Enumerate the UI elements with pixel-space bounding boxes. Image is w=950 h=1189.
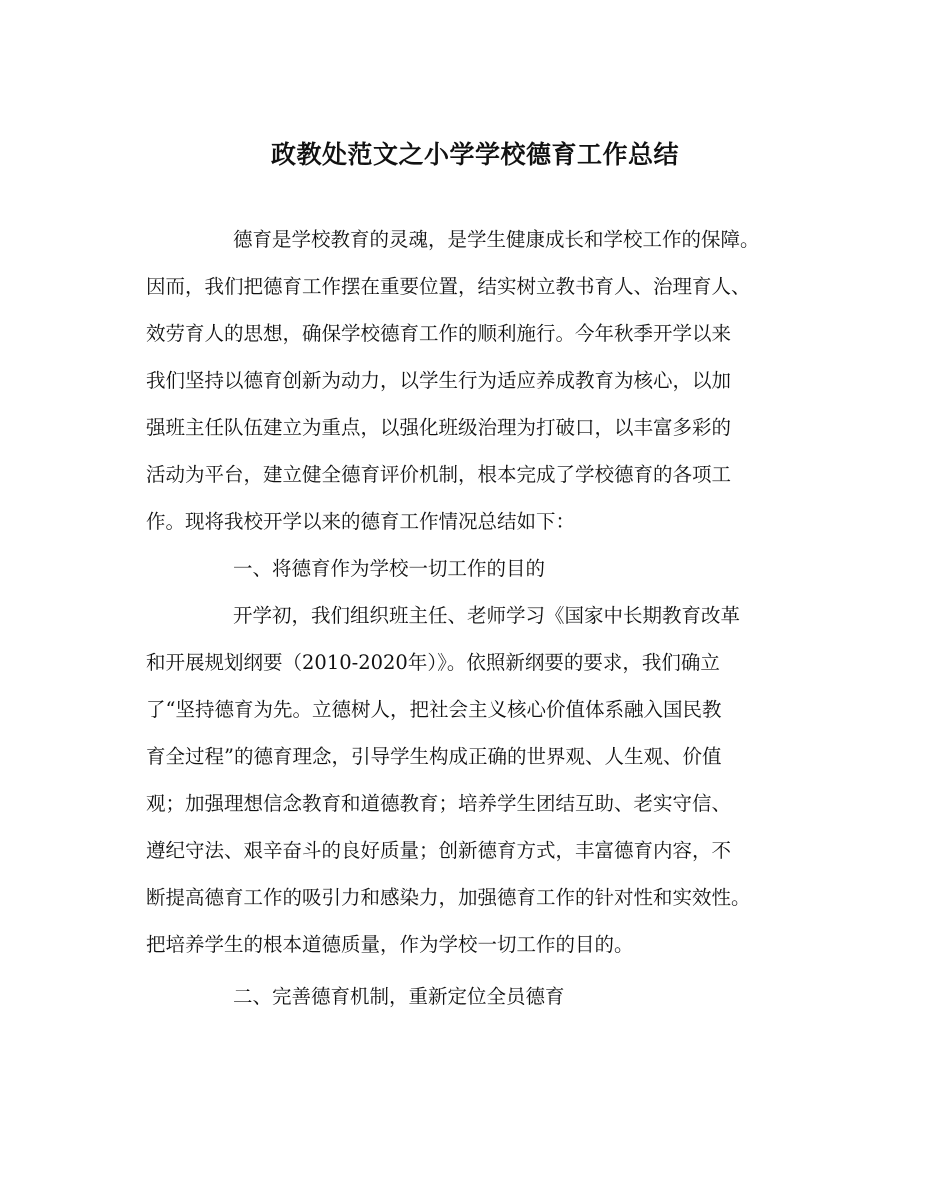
paragraph-line: 开学初，我们组织班主任、老师学习《国家中长期教育改革 — [233, 604, 741, 627]
paragraph-line: 观；加强理想信念教育和道德教育；培养学生团结互助、老实守信、 — [146, 792, 732, 815]
paragraph-line: 作。现将我校开学以来的德育工作情况总结如下： — [146, 510, 576, 533]
paragraph-line: 把培养学生的根本道德质量，作为学校一切工作的目的。 — [146, 933, 634, 956]
section-heading: 一、将德育作为学校一切工作的目的 — [233, 557, 546, 580]
paragraph-line: 断提高德育工作的吸引力和感染力，加强德育工作的针对性和实效性。 — [146, 886, 751, 909]
paragraph-line: 效劳育人的思想，确保学校德育工作的顺利施行。今年秋季开学以来 — [146, 322, 732, 345]
paragraph-line: 遵纪守法、艰辛奋斗的良好质量；创新德育方式，丰富德育内容，不 — [146, 839, 732, 862]
document-body — [146, 216, 826, 1020]
paragraph-line: 因而，我们把德育工作摆在重要位置，结实树立教书育人、治理育人、 — [146, 275, 751, 298]
paragraph-line: 和开展规划纲要（2010-2020年）》。依照新纲要的要求，我们确立 — [146, 651, 720, 674]
paragraph-line: 强班主任队伍建立为重点，以强化班级治理为打破口，以丰富多彩的 — [146, 416, 732, 439]
paragraph-line: 了“坚持德育为先。立德树人，把社会主义核心价值体系融入国民教 — [146, 698, 722, 721]
paragraph-line: 我们坚持以德育创新为动力，以学生行为适应养成教育为核心，以加 — [146, 369, 732, 392]
section-heading: 二、完善德育机制，重新定位全员德育 — [233, 985, 565, 1008]
document-title: 政教处范文之小学学校德育工作总结 — [270, 140, 679, 169]
paragraph-line: 德育是学校教育的灵魂，是学生健康成长和学校工作的保障。 — [233, 228, 760, 251]
paragraph-line: 育全过程”的德育理念，引导学生构成正确的世界观、人生观、价值 — [146, 745, 722, 768]
paragraph-line: 活动为平台，建立健全德育评价机制，根本完成了学校德育的各项工 — [146, 463, 732, 486]
